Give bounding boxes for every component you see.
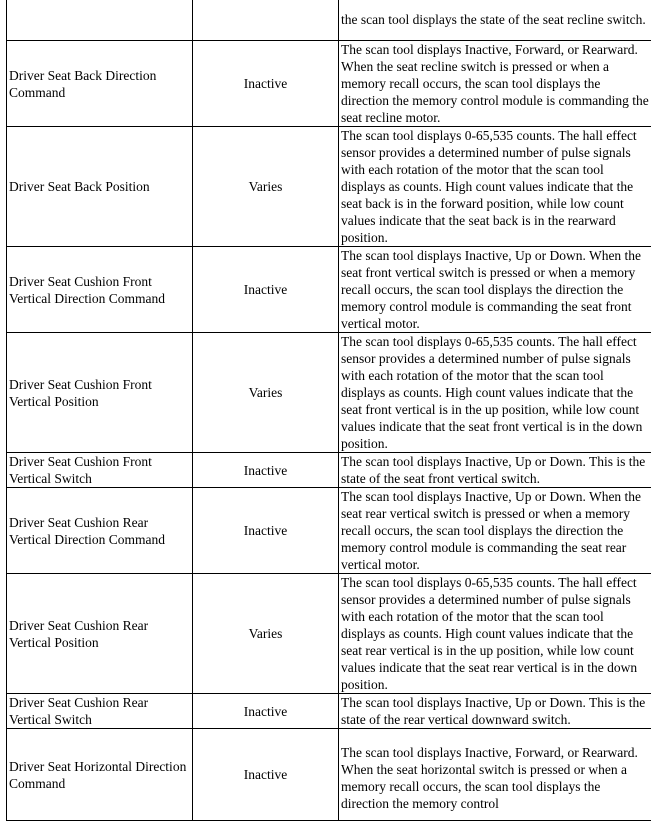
parameter-description: The scan tool displays 0-65,535 counts. The hall effect sensor provides a determined number of pulse signals with each rotation of the motor that the scan tool displays as counts. High count values indicate that the seat front vertical is in the up position, while low count values indicate that the seat front vertical is in the down position. — [339, 333, 651, 453]
typical-value: Inactive — [193, 488, 339, 574]
parameter-name: Driver Seat Cushion Front Vertical Direction Command — [7, 247, 193, 333]
typical-value: Varies — [193, 574, 339, 694]
scan-tool-data-table — [6, 0, 651, 821]
parameter-description: The scan tool displays Inactive, Up or Down. This is the state of the rear vertical downward switch. — [339, 694, 651, 729]
parameter-name — [7, 0, 193, 41]
typical-value: Inactive — [193, 729, 339, 821]
parameter-description: The scan tool displays Inactive, Up or Down. When the seat front vertical switch is pressed or when a memory recall occurs, the scan tool displays the direction the memory control module is commanding the seat front vertical motor. — [339, 247, 651, 333]
parameter-name: Driver Seat Cushion Rear Vertical Direction Command — [7, 488, 193, 574]
parameter-name: Driver Seat Cushion Rear Vertical Position — [7, 574, 193, 694]
typical-value: Varies — [193, 127, 339, 247]
table-row — [7, 453, 651, 488]
parameter-description: The scan tool displays Inactive, Up or Down. This is the state of the seat front vertical switch. — [339, 453, 651, 488]
typical-value — [193, 0, 339, 41]
parameter-name: Driver Seat Back Position — [7, 127, 193, 247]
table-row — [7, 333, 651, 453]
parameter-description: The scan tool displays Inactive, Forward, or Rearward. When the seat horizontal switch is pressed or when a memory recall occurs, the scan tool displays the direction the memory control — [339, 729, 651, 821]
parameter-description: The scan tool displays Inactive, Forward, or Rearward. When the seat recline switch is pressed or when a memory recall occurs, the scan tool displays the direction the memory control module is commanding the seat recline motor. — [339, 41, 651, 127]
parameter-name: Driver Seat Cushion Front Vertical Switch — [7, 453, 193, 488]
table-row — [7, 41, 651, 127]
typical-value: Inactive — [193, 453, 339, 488]
typical-value: Varies — [193, 333, 339, 453]
parameter-name: Driver Seat Cushion Front Vertical Position — [7, 333, 193, 453]
typical-value: Inactive — [193, 694, 339, 729]
parameter-description: The scan tool displays 0-65,535 counts. The hall effect sensor provides a determined number of pulse signals with each rotation of the motor that the scan tool displays as counts. High count values indicate that the seat rear vertical is in the up position, while low count values indicate that the seat rear vertical is in the down position. — [339, 574, 651, 694]
table-row — [7, 488, 651, 574]
table-row — [7, 574, 651, 694]
table-row — [7, 694, 651, 729]
parameter-name: Driver Seat Cushion Rear Vertical Switch — [7, 694, 193, 729]
parameter-name: Driver Seat Back Direction Command — [7, 41, 193, 127]
typical-value: Inactive — [193, 247, 339, 333]
table-row — [7, 127, 651, 247]
table-row — [7, 247, 651, 333]
table-row — [7, 729, 651, 821]
table-row — [7, 0, 651, 41]
parameter-description: The scan tool displays Inactive, Up or Down. When the seat rear vertical switch is pressed or when a memory recall occurs, the scan tool displays the direction the memory control module is commanding the seat rear vertical motor. — [339, 488, 651, 574]
typical-value: Inactive — [193, 41, 339, 127]
parameter-description: the scan tool displays the state of the seat recline switch. — [339, 0, 651, 41]
parameter-description: The scan tool displays 0-65,535 counts. The hall effect sensor provides a determined number of pulse signals with each rotation of the motor that the scan tool displays as counts. High count values indicate that the seat back is in the forward position, while low count values indicate that the seat back is in the rearward position. — [339, 127, 651, 247]
parameter-name: Driver Seat Horizontal Direction Command — [7, 729, 193, 821]
